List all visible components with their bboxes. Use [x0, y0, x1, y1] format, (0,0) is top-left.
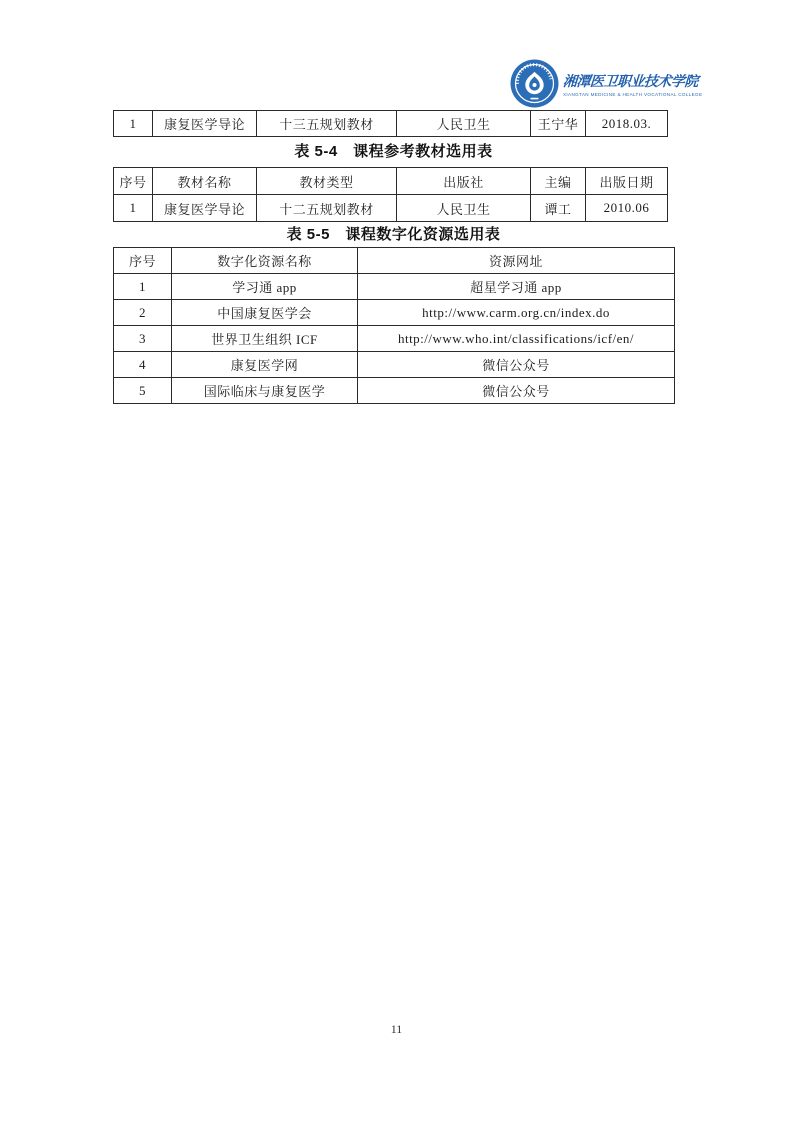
digital-resource-table — [113, 247, 675, 404]
table-row — [114, 352, 675, 378]
table-row — [114, 274, 675, 300]
table-cell: 王宁华 — [531, 111, 586, 137]
table-cell: 2010.06 — [586, 195, 668, 222]
table-header-cell: 数字化资源名称 — [172, 248, 358, 274]
table-cell: 1 — [114, 274, 172, 300]
college-logo — [510, 59, 702, 108]
table-header-cell: 教材类型 — [257, 168, 397, 195]
table-header-cell: 序号 — [114, 168, 153, 195]
table-cell: 十二五规划教材 — [257, 195, 397, 222]
table-cell: 康复医学网 — [172, 352, 358, 378]
table-header-cell: 教材名称 — [153, 168, 257, 195]
table-cell: 2 — [114, 300, 172, 326]
table-cell: 微信公众号 — [358, 378, 675, 404]
table-header-cell: 资源网址 — [358, 248, 675, 274]
table-cell: 1 — [114, 111, 153, 137]
table-cell: 谭工 — [531, 195, 586, 222]
table-header-cell: 出版日期 — [586, 168, 668, 195]
table-cell: 3 — [114, 326, 172, 352]
college-name-zh: 湘潭医卫职业技术学院 — [562, 74, 699, 90]
table-cell: 学习通 app — [172, 274, 358, 300]
table-row — [114, 378, 675, 404]
previous-table-tail — [113, 110, 668, 137]
table-cell: http://www.who.int/classifications/icf/en/ — [358, 326, 675, 352]
reference-textbook-table — [113, 167, 668, 222]
table-header-cell: 出版社 — [397, 168, 531, 195]
table-row — [114, 111, 668, 137]
table-5-5-caption: 表 5-5 课程数字化资源选用表 — [286, 226, 501, 243]
table-5-4-caption: 表 5-4 课程参考教材选用表 — [294, 143, 493, 160]
college-name-block — [563, 71, 702, 97]
table-cell: 5 — [114, 378, 172, 404]
table-cell: http://www.carm.org.cn/index.do — [358, 300, 675, 326]
table-cell: 4 — [114, 352, 172, 378]
table-row — [114, 195, 668, 222]
table-cell: 世界卫生组织 ICF — [172, 326, 358, 352]
table-header-cell: 序号 — [114, 248, 172, 274]
page-number: 11 — [390, 1022, 403, 1036]
table-cell: 微信公众号 — [358, 352, 675, 378]
table-cell: 超星学习通 app — [358, 274, 675, 300]
table-cell: 1 — [114, 195, 153, 222]
table-cell: 国际临床与康复医学 — [172, 378, 358, 404]
table-header-row — [114, 168, 668, 195]
table-row — [114, 326, 675, 352]
table-cell: 康复医学导论 — [153, 111, 257, 137]
table-cell: 2018.03. — [586, 111, 668, 137]
table-cell: 中国康复医学会 — [172, 300, 358, 326]
college-name-en: XIANGTAN MEDICINE & HEALTH VOCATIONAL COLLEGE — [563, 91, 703, 97]
table-header-row — [114, 248, 675, 274]
table-cell: 康复医学导论 — [153, 195, 257, 222]
table-cell: 人民卫生 — [397, 195, 531, 222]
document-content — [113, 110, 674, 404]
table-cell: 十三五规划教材 — [257, 111, 397, 137]
table-header-cell: 主编 — [531, 168, 586, 195]
table-row — [114, 300, 675, 326]
table-cell: 人民卫生 — [397, 111, 531, 137]
college-seal-icon — [510, 59, 559, 108]
